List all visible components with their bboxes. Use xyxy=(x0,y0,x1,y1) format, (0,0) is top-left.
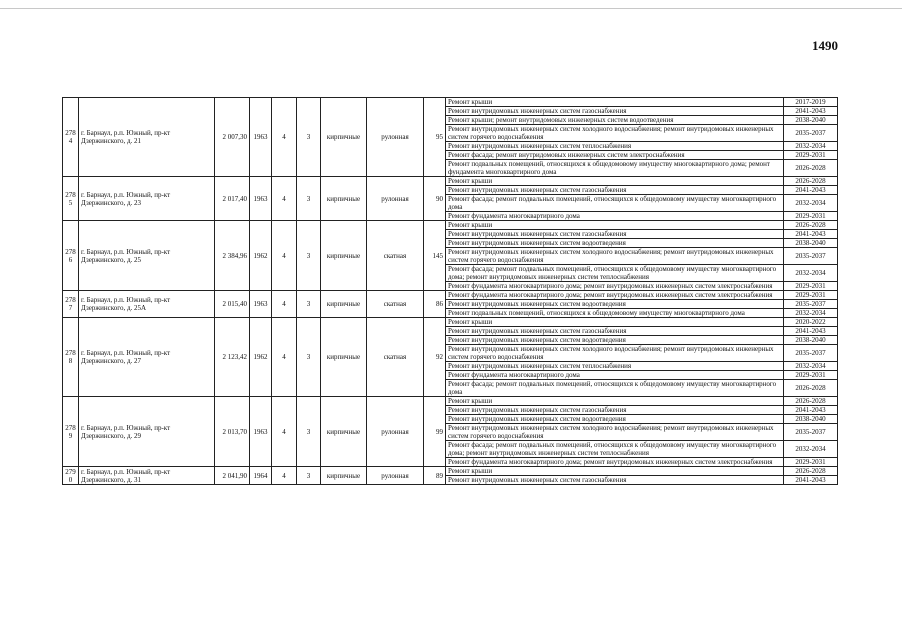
house-entrances-cell: 3 xyxy=(297,318,321,397)
house-floors-cell: 4 xyxy=(272,397,297,467)
work-period-cell: 2038-2040 xyxy=(784,116,838,125)
work-period-cell: 2032-2034 xyxy=(784,195,838,212)
house-address-cell: г. Барнаул, р.п. Южный, пр-кт Дзержинского, д. 29 xyxy=(79,397,215,467)
work-description-cell: Ремонт фасада; ремонт подвальных помещений, относящихся к общедомовому имуществу многоквартирного дома xyxy=(446,380,784,397)
work-description-cell: Ремонт фасада; ремонт подвальных помещений, относящихся к общедомовому имуществу многоквартирного дома; ремонт внутридомовых инженерных систем теплоснабжения xyxy=(446,441,784,458)
house-year-cell: 1962 xyxy=(250,221,272,291)
work-description-cell: Ремонт фасада; ремонт подвальных помещений, относящихся к общедомовому имуществу многоквартирного дома xyxy=(446,195,784,212)
house-entrances-cell: 3 xyxy=(297,98,321,177)
house-roof-cell: рулонная xyxy=(367,467,424,485)
work-period-cell: 2026-2028 xyxy=(784,380,838,397)
work-period-cell: 2032-2034 xyxy=(784,309,838,318)
work-period-cell: 2032-2034 xyxy=(784,265,838,282)
house-walls-cell: кирпичные xyxy=(321,467,367,485)
work-period-cell: 2035-2037 xyxy=(784,424,838,441)
house-walls-cell: кирпичные xyxy=(321,98,367,177)
table-body xyxy=(63,98,838,485)
work-period-cell: 2041-2043 xyxy=(784,186,838,195)
work-period-cell: 2041-2043 xyxy=(784,327,838,336)
page-number: 1490 xyxy=(812,38,838,53)
work-period-cell: 2026-2028 xyxy=(784,397,838,406)
house-floors-cell: 4 xyxy=(272,98,297,177)
work-description-cell: Ремонт фундамента многоквартирного дома; ремонт внутридомовых инженерных систем электроснабжения xyxy=(446,291,784,300)
house-roof-cell: рулонная xyxy=(367,177,424,221)
work-description-cell: Ремонт внутридомовых инженерных систем холодного водоснабжения; ремонт внутридомовых инженерных систем горячего водоснабжения xyxy=(446,125,784,142)
house-walls-cell: кирпичные xyxy=(321,318,367,397)
work-period-cell: 2029-2031 xyxy=(784,212,838,221)
work-period-cell: 2035-2037 xyxy=(784,125,838,142)
house-year-cell: 1962 xyxy=(250,318,272,397)
work-description-cell: Ремонт крыши xyxy=(446,467,784,476)
work-description-cell: Ремонт внутридомовых инженерных систем газоснабжения xyxy=(446,406,784,415)
house-year-cell: 1963 xyxy=(250,177,272,221)
house-residents-cell: 99 xyxy=(424,397,446,467)
house-number-cell: 278 4 xyxy=(63,98,79,177)
table-row xyxy=(63,291,838,300)
work-description-cell: Ремонт внутридомовых инженерных систем газоснабжения xyxy=(446,230,784,239)
house-entrances-cell: 3 xyxy=(297,291,321,318)
work-period-cell: 2029-2031 xyxy=(784,282,838,291)
house-walls-cell: кирпичные xyxy=(321,177,367,221)
house-residents-cell: 92 xyxy=(424,318,446,397)
work-period-cell: 2029-2031 xyxy=(784,151,838,160)
work-description-cell: Ремонт крыши xyxy=(446,397,784,406)
house-entrances-cell: 3 xyxy=(297,221,321,291)
work-period-cell: 2032-2034 xyxy=(784,362,838,371)
house-address-cell: г. Барнаул, р.п. Южный, пр-кт Дзержинского, д. 25А xyxy=(79,291,215,318)
work-description-cell: Ремонт фасада; ремонт подвальных помещений, относящихся к общедомовому имуществу многоквартирного дома; ремонт внутридомовых инженерных систем теплоснабжения xyxy=(446,265,784,282)
work-period-cell: 2026-2028 xyxy=(784,177,838,186)
house-floors-cell: 4 xyxy=(272,221,297,291)
house-residents-cell: 145 xyxy=(424,221,446,291)
house-residents-cell: 89 xyxy=(424,467,446,485)
house-address-cell: г. Барнаул, р.п. Южный, пр-кт Дзержинского, д. 21 xyxy=(79,98,215,177)
house-floors-cell: 4 xyxy=(272,318,297,397)
house-area-cell: 2 041,90 xyxy=(215,467,250,485)
work-description-cell: Ремонт внутридомовых инженерных систем холодного водоснабжения; ремонт внутридомовых инженерных систем горячего водоснабжения xyxy=(446,424,784,441)
work-period-cell: 2026-2028 xyxy=(784,221,838,230)
work-period-cell: 2029-2031 xyxy=(784,291,838,300)
house-floors-cell: 4 xyxy=(272,291,297,318)
work-description-cell: Ремонт внутридомовых инженерных систем холодного водоснабжения; ремонт внутридомовых инженерных систем горячего водоснабжения xyxy=(446,248,784,265)
work-description-cell: Ремонт внутридомовых инженерных систем водоотведения xyxy=(446,415,784,424)
house-year-cell: 1964 xyxy=(250,467,272,485)
house-number-cell: 279 0 xyxy=(63,467,79,485)
work-period-cell: 2026-2028 xyxy=(784,467,838,476)
house-floors-cell: 4 xyxy=(272,177,297,221)
house-area-cell: 2 384,96 xyxy=(215,221,250,291)
house-address-cell: г. Барнаул, р.п. Южный, пр-кт Дзержинского, д. 25 xyxy=(79,221,215,291)
work-description-cell: Ремонт фасада; ремонт внутридомовых инженерных систем электроснабжения xyxy=(446,151,784,160)
work-description-cell: Ремонт крыши; ремонт внутридомовых инженерных систем водоотведения xyxy=(446,116,784,125)
house-walls-cell: кирпичные xyxy=(321,397,367,467)
work-period-cell: 2041-2043 xyxy=(784,230,838,239)
house-area-cell: 2 017,40 xyxy=(215,177,250,221)
work-period-cell: 2020-2022 xyxy=(784,318,838,327)
house-area-cell: 2 123,42 xyxy=(215,318,250,397)
house-area-cell: 2 015,40 xyxy=(215,291,250,318)
work-period-cell: 2032-2034 xyxy=(784,441,838,458)
house-roof-cell: скатная xyxy=(367,291,424,318)
work-period-cell: 2026-2028 xyxy=(784,160,838,177)
work-period-cell: 2041-2043 xyxy=(784,107,838,116)
house-residents-cell: 95 xyxy=(424,98,446,177)
house-number-cell: 278 8 xyxy=(63,318,79,397)
house-year-cell: 1963 xyxy=(250,397,272,467)
work-description-cell: Ремонт внутридомовых инженерных систем водоотведения xyxy=(446,336,784,345)
house-residents-cell: 86 xyxy=(424,291,446,318)
house-number-cell: 278 6 xyxy=(63,221,79,291)
work-period-cell: 2029-2031 xyxy=(784,458,838,467)
house-number-cell: 278 5 xyxy=(63,177,79,221)
work-description-cell: Ремонт внутридомовых инженерных систем газоснабжения xyxy=(446,327,784,336)
house-entrances-cell: 3 xyxy=(297,467,321,485)
house-area-cell: 2 013,70 xyxy=(215,397,250,467)
table-row xyxy=(63,318,838,327)
work-description-cell: Ремонт фундамента многоквартирного дома xyxy=(446,371,784,380)
work-description-cell: Ремонт подвальных помещений, относящихся к общедомовому имуществу многоквартирного дома; ремонт фундамента многоквартирного дома xyxy=(446,160,784,177)
house-entrances-cell: 3 xyxy=(297,177,321,221)
house-year-cell: 1963 xyxy=(250,291,272,318)
house-address-cell: г. Барнаул, р.п. Южный, пр-кт Дзержинского, д. 27 xyxy=(79,318,215,397)
work-description-cell: Ремонт крыши xyxy=(446,98,784,107)
table-row xyxy=(63,98,838,107)
work-description-cell: Ремонт внутридомовых инженерных систем газоснабжения xyxy=(446,476,784,485)
house-number-cell: 278 9 xyxy=(63,397,79,467)
work-description-cell: Ремонт крыши xyxy=(446,177,784,186)
house-number-cell: 278 7 xyxy=(63,291,79,318)
house-roof-cell: скатная xyxy=(367,221,424,291)
table-row xyxy=(63,397,838,406)
house-floors-cell: 4 xyxy=(272,467,297,485)
work-description-cell: Ремонт внутридомовых инженерных систем газоснабжения xyxy=(446,186,784,195)
housing-repair-table xyxy=(62,97,838,485)
house-walls-cell: кирпичные xyxy=(321,291,367,318)
house-area-cell: 2 007,30 xyxy=(215,98,250,177)
work-description-cell: Ремонт внутридомовых инженерных систем холодного водоснабжения; ремонт внутридомовых инженерных систем горячего водоснабжения xyxy=(446,345,784,362)
work-period-cell: 2041-2043 xyxy=(784,476,838,485)
work-period-cell: 2017-2019 xyxy=(784,98,838,107)
work-description-cell: Ремонт крыши xyxy=(446,318,784,327)
work-description-cell: Ремонт внутридомовых инженерных систем водоотведения xyxy=(446,300,784,309)
house-year-cell: 1963 xyxy=(250,98,272,177)
house-entrances-cell: 3 xyxy=(297,397,321,467)
work-description-cell: Ремонт крыши xyxy=(446,221,784,230)
work-description-cell: Ремонт фундамента многоквартирного дома xyxy=(446,212,784,221)
work-period-cell: 2038-2040 xyxy=(784,415,838,424)
house-roof-cell: скатная xyxy=(367,318,424,397)
house-address-cell: г. Барнаул, р.п. Южный, пр-кт Дзержинского, д. 31 xyxy=(79,467,215,485)
house-walls-cell: кирпичные xyxy=(321,221,367,291)
house-residents-cell: 90 xyxy=(424,177,446,221)
work-period-cell: 2041-2043 xyxy=(784,406,838,415)
work-period-cell: 2035-2037 xyxy=(784,248,838,265)
work-period-cell: 2035-2037 xyxy=(784,300,838,309)
work-description-cell: Ремонт подвальных помещений, относящихся к общедомовому имуществу многоквартирного дома xyxy=(446,309,784,318)
work-period-cell: 2035-2037 xyxy=(784,345,838,362)
work-period-cell: 2038-2040 xyxy=(784,336,838,345)
house-roof-cell: рулонная xyxy=(367,397,424,467)
table-row xyxy=(63,221,838,230)
work-description-cell: Ремонт фундамента многоквартирного дома; ремонт внутридомовых инженерных систем электроснабжения xyxy=(446,282,784,291)
scan-top-line xyxy=(0,8,902,9)
house-roof-cell: рулонная xyxy=(367,98,424,177)
work-description-cell: Ремонт внутридомовых инженерных систем газоснабжения xyxy=(446,107,784,116)
work-description-cell: Ремонт внутридомовых инженерных систем теплоснабжения xyxy=(446,142,784,151)
work-description-cell: Ремонт фундамента многоквартирного дома; ремонт внутридомовых инженерных систем электроснабжения xyxy=(446,458,784,467)
work-period-cell: 2032-2034 xyxy=(784,142,838,151)
house-address-cell: г. Барнаул, р.п. Южный, пр-кт Дзержинского, д. 23 xyxy=(79,177,215,221)
work-description-cell: Ремонт внутридомовых инженерных систем теплоснабжения xyxy=(446,362,784,371)
work-description-cell: Ремонт внутридомовых инженерных систем водоотведения xyxy=(446,239,784,248)
table-row xyxy=(63,177,838,186)
work-period-cell: 2029-2031 xyxy=(784,371,838,380)
work-period-cell: 2038-2040 xyxy=(784,239,838,248)
table-row xyxy=(63,467,838,476)
